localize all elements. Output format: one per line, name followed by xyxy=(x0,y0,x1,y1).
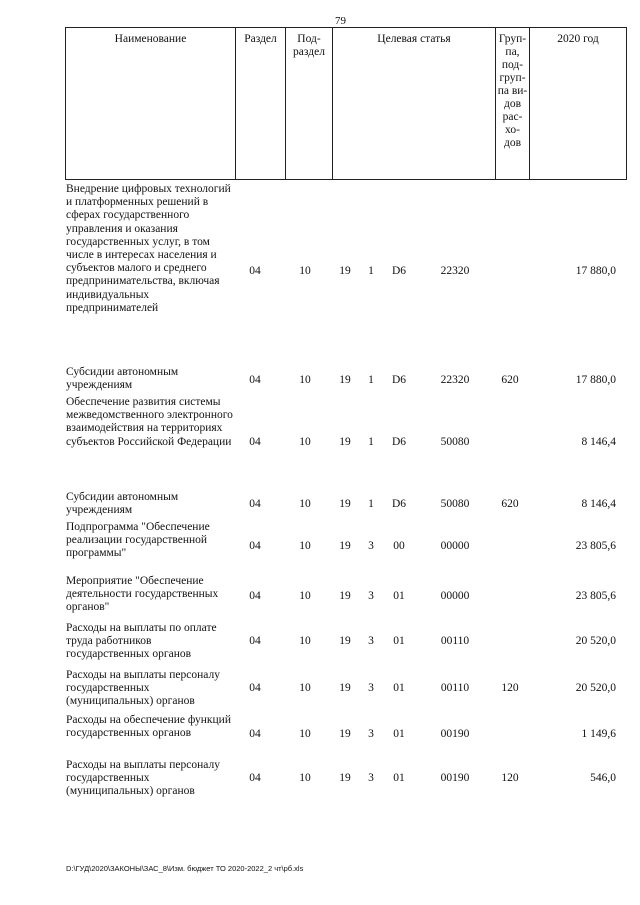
header-name xyxy=(66,28,235,179)
row-group: 620 xyxy=(501,498,519,510)
row-cs-direction: 00000 xyxy=(440,590,470,602)
row-sum: 20 520,0 xyxy=(575,635,616,647)
row-cs-program: 19 xyxy=(339,498,351,510)
row-podrazdel: 10 xyxy=(299,635,311,647)
row-cs-direction: 22320 xyxy=(440,374,470,386)
row-cs-subprogram: 3 xyxy=(368,682,374,694)
row-podrazdel: 10 xyxy=(299,498,311,510)
row-podrazdel: 10 xyxy=(299,590,311,602)
row-cs-direction: 22320 xyxy=(440,265,470,277)
header-celevaya-label: Целевая статья xyxy=(377,33,451,45)
header-gruppa-line: па ви- xyxy=(497,85,528,97)
row-podrazdel: 10 xyxy=(299,540,311,552)
header-podrazdel-line: раздел xyxy=(293,46,325,58)
row-sum: 8 146,4 xyxy=(581,436,616,448)
file-path-footer: D:\ГУД\2020\ЗАКОНЫ\ЗАС_8\Изм. бюджет ТО 2020-2022_2 чт\рб.xls xyxy=(66,864,304,873)
row-cs-direction: 00000 xyxy=(440,540,470,552)
row-cs-event: 01 xyxy=(393,635,405,647)
row-sum: 17 880,0 xyxy=(575,374,616,386)
header-podrazdel xyxy=(285,28,332,179)
row-sum: 1 149,6 xyxy=(581,728,616,740)
row-razdel: 04 xyxy=(249,436,261,448)
header-gruppa-line: хо- xyxy=(505,124,520,136)
row-razdel: 04 xyxy=(249,635,261,647)
row-razdel: 04 xyxy=(249,772,261,784)
header-razdel-label: Раздел xyxy=(244,33,277,45)
row-sum: 23 805,6 xyxy=(575,590,616,602)
row-cs-program: 19 xyxy=(339,436,351,448)
row-razdel: 04 xyxy=(249,374,261,386)
row-cs-subprogram: 1 xyxy=(368,436,374,448)
header-gruppa-line: дов xyxy=(503,137,522,149)
row-sum: 20 520,0 xyxy=(575,682,616,694)
row-name: Расходы на выплаты по оплате труда работников государственных органов xyxy=(66,622,217,661)
row-name: Субсидии автономным учреждениям xyxy=(66,491,179,517)
row-razdel: 04 xyxy=(249,540,261,552)
row-name: Внедрение цифровых технологий и платформенных решений в сферах государственного управления и оказания государственных услуг, в том числе в интересах населения и субъектов малого и среднего предпринимательства, включая индивидуальных предпринимателей xyxy=(66,183,231,314)
row-sum: 23 805,6 xyxy=(575,540,616,552)
header-gruppa-line: груп- xyxy=(499,72,526,84)
header-gruppa xyxy=(495,28,529,179)
row-cs-program: 19 xyxy=(339,265,351,277)
row-cs-program: 19 xyxy=(339,682,351,694)
row-cs-program: 19 xyxy=(339,374,351,386)
row-sum: 546,0 xyxy=(590,772,616,784)
row-razdel: 04 xyxy=(249,682,261,694)
row-cs-subprogram: 3 xyxy=(368,540,374,552)
row-cs-event: 01 xyxy=(393,682,405,694)
row-cs-subprogram: 3 xyxy=(368,772,374,784)
row-cs-subprogram: 3 xyxy=(368,635,374,647)
row-cs-subprogram: 1 xyxy=(368,265,374,277)
row-podrazdel: 10 xyxy=(299,772,311,784)
row-podrazdel: 10 xyxy=(299,374,311,386)
row-cs-direction: 50080 xyxy=(440,498,470,510)
row-cs-direction: 00110 xyxy=(440,682,470,694)
row-podrazdel: 10 xyxy=(299,682,311,694)
row-razdel: 04 xyxy=(249,265,261,277)
row-cs-program: 19 xyxy=(339,728,351,740)
row-cs-subprogram: 3 xyxy=(368,728,374,740)
row-cs-event: 00 xyxy=(393,540,405,552)
row-name: Расходы на выплаты персоналу государственных (муниципальных) органов xyxy=(66,759,220,798)
row-group: 120 xyxy=(501,772,519,784)
row-name: Мероприятие "Обеспечение деятельности государственных органов" xyxy=(66,575,219,614)
header-gruppa-line: Груп- xyxy=(498,33,527,45)
header-name-label: Наименование xyxy=(114,33,187,45)
row-name: Подпрограмма "Обеспечение реализации государственной программы" xyxy=(66,521,210,560)
row-cs-event: 01 xyxy=(393,728,405,740)
header-year xyxy=(529,28,626,179)
row-cs-program: 19 xyxy=(339,635,351,647)
row-cs-event: D6 xyxy=(391,498,407,510)
page-number: 79 xyxy=(335,15,346,27)
row-sum: 17 880,0 xyxy=(575,265,616,277)
row-cs-event: D6 xyxy=(391,374,407,386)
row-name: Расходы на обеспечение функций государственных органов xyxy=(66,714,231,740)
header-podrazdel-line: Под- xyxy=(297,33,321,45)
row-cs-direction: 50080 xyxy=(440,436,470,448)
header-gruppa-line: дов xyxy=(503,98,522,110)
row-cs-subprogram: 3 xyxy=(368,590,374,602)
row-group: 620 xyxy=(501,374,519,386)
row-podrazdel: 10 xyxy=(299,436,311,448)
header-celevaya xyxy=(332,28,495,179)
row-razdel: 04 xyxy=(249,590,261,602)
row-name: Субсидии автономным учреждениям xyxy=(66,366,179,392)
row-name: Расходы на выплаты персоналу государственных (муниципальных) органов xyxy=(66,669,220,708)
row-cs-program: 19 xyxy=(339,540,351,552)
header-gruppa-line: рас- xyxy=(502,111,523,123)
row-cs-program: 19 xyxy=(339,590,351,602)
table-header xyxy=(65,27,627,180)
row-cs-subprogram: 1 xyxy=(368,498,374,510)
row-cs-event: 01 xyxy=(393,772,405,784)
row-group: 120 xyxy=(501,682,519,694)
row-razdel: 04 xyxy=(249,498,261,510)
row-cs-program: 19 xyxy=(339,772,351,784)
header-razdel xyxy=(235,28,285,179)
row-cs-direction: 00190 xyxy=(440,728,470,740)
row-cs-event: D6 xyxy=(391,265,407,277)
row-cs-subprogram: 1 xyxy=(368,374,374,386)
header-gruppa-line: под- xyxy=(501,59,524,71)
row-podrazdel: 10 xyxy=(299,728,311,740)
row-sum: 8 146,4 xyxy=(581,498,616,510)
row-cs-event: D6 xyxy=(391,436,407,448)
header-year-label: 2020 год xyxy=(557,33,599,45)
row-razdel: 04 xyxy=(249,728,261,740)
header-gruppa-line: па, xyxy=(505,46,520,58)
row-cs-direction: 00110 xyxy=(440,635,470,647)
row-podrazdel: 10 xyxy=(299,265,311,277)
row-cs-direction: 00190 xyxy=(440,772,470,784)
row-cs-event: 01 xyxy=(393,590,405,602)
row-name: Обеспечение развития системы межведомственного электронного взаимодействия на территориях субъектов Российской Федерации xyxy=(66,396,233,448)
